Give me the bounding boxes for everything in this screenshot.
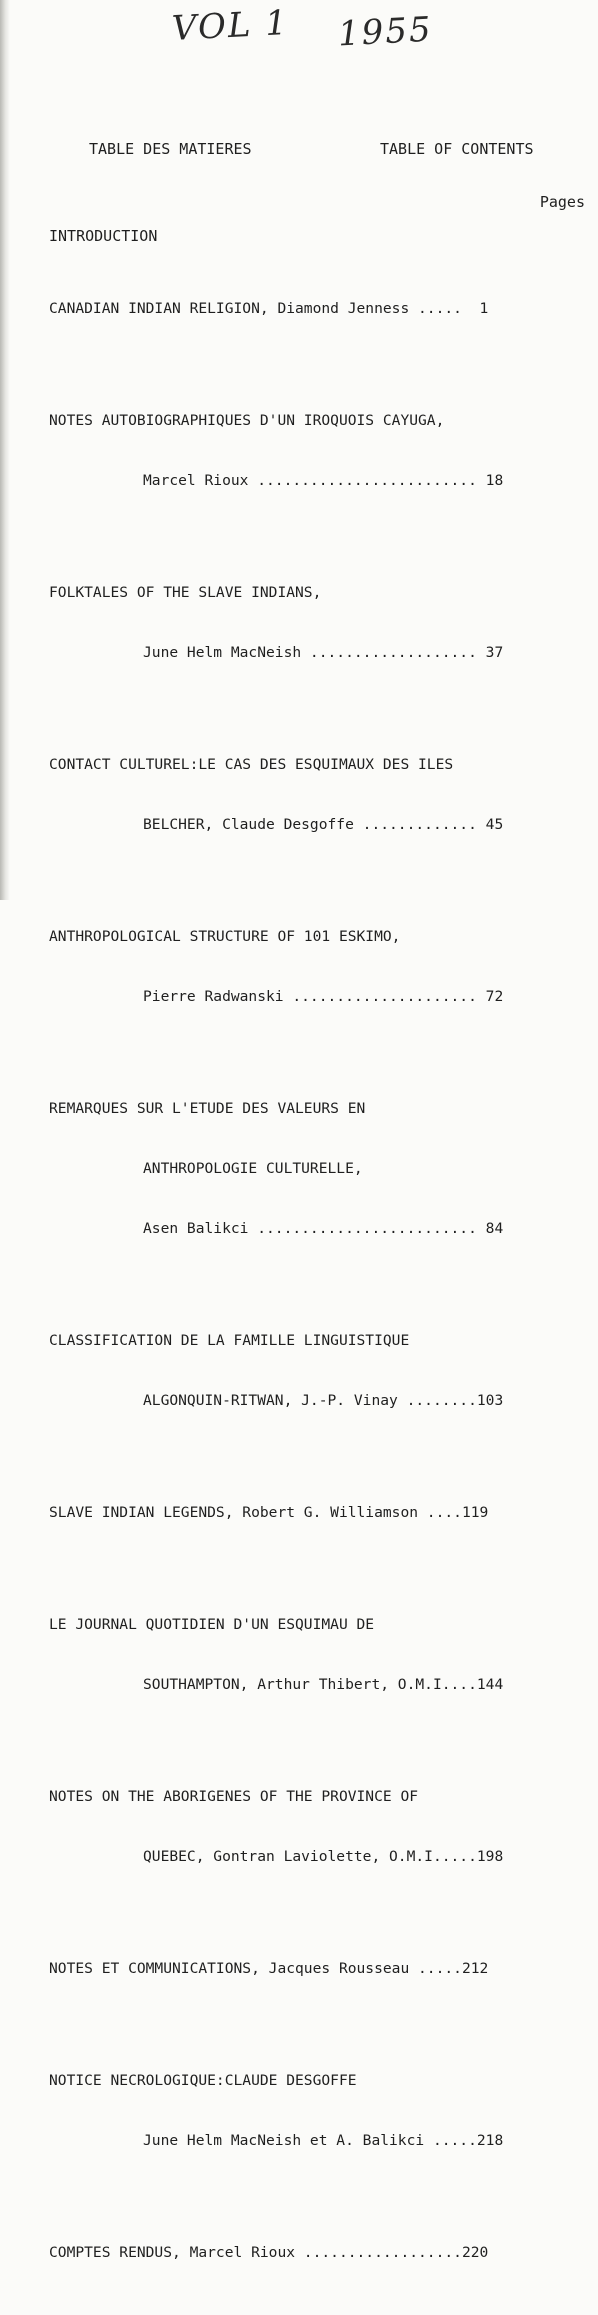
toc-entry <box>49 887 579 1047</box>
toc-entry-line: ANTHROPOLOGICAL STRUCTURE OF 101 ESKIMO, <box>49 928 401 945</box>
toc-entry <box>49 371 579 531</box>
scan-edge-shadow <box>0 0 10 900</box>
toc-entries <box>49 259 579 2315</box>
pages-column-label: Pages <box>539 193 585 211</box>
toc-entry-line: June Helm MacNeish et A. Balikci .....218 <box>143 2132 504 2149</box>
english-title: TABLE OF CONTENTS <box>380 140 534 158</box>
toc-entry <box>49 2031 579 2191</box>
toc-entry <box>49 543 579 703</box>
toc-entry-line: Asen Balikci ......................... 84 <box>143 1220 504 1237</box>
toc-entry <box>49 715 579 875</box>
toc-entry-line: June Helm MacNeish ................... 37 <box>143 644 504 661</box>
toc-entry-line: LE JOURNAL QUOTIDIEN D'UN ESQUIMAU DE <box>49 1616 375 1633</box>
toc-entry-line: NOTES ET COMMUNICATIONS, Jacques Rousseau .....212 <box>49 1960 489 1977</box>
toc-entry-line: Pierre Radwanski ..................... 72 <box>143 988 504 1005</box>
toc-entry-line: NOTICE NECROLOGIQUE:CLAUDE DESGOFFE <box>49 2072 357 2089</box>
toc-entry-line: SLAVE INDIAN LEGENDS, Robert G. Williamson ....119 <box>49 1504 489 1521</box>
toc-entry-line: CONTACT CULTUREL:LE CAS DES ESQUIMAUX DES ILES <box>49 756 454 773</box>
toc-entry <box>49 1575 579 1735</box>
toc-entry <box>49 259 579 359</box>
handwritten-volume: VOL 1 <box>171 2 290 50</box>
toc-entry <box>49 1747 579 1907</box>
toc-entry-line: ALGONQUIN-RITWAN, J.-P. Vinay ........103 <box>143 1392 504 1409</box>
handwritten-year: 1955 <box>337 9 434 55</box>
toc-entry <box>49 1463 579 1563</box>
toc-entry <box>49 1291 579 1451</box>
toc-entry-line: CLASSIFICATION DE LA FAMILLE LINGUISTIQUE <box>49 1332 410 1349</box>
toc-entry-line: REMARQUES SUR L'ETUDE DES VALEURS EN <box>49 1100 366 1117</box>
toc-entry-line: QUEBEC, Gontran Laviolette, O.M.I.....198 <box>143 1848 504 1865</box>
toc-entry-line: ANTHROPOLOGIE CULTURELLE, <box>143 1160 363 1177</box>
toc-entry <box>49 1919 579 2019</box>
toc-entry-line: CANADIAN INDIAN RELIGION, Diamond Jenness ..... 1 <box>49 300 489 317</box>
toc-entry-line: Marcel Rioux ......................... 18 <box>143 472 504 489</box>
introduction-heading: INTRODUCTION <box>49 227 158 245</box>
toc-entry-line: NOTES ON THE ABORIGENES OF THE PROVINCE OF <box>49 1788 419 1805</box>
toc-entry-line: NOTES AUTOBIOGRAPHIQUES D'UN IROQUOIS CAYUGA, <box>49 412 445 429</box>
toc-entry-line: BELCHER, Claude Desgoffe ............. 45 <box>143 816 504 833</box>
toc-entry <box>49 1059 579 1279</box>
toc-entry-line: FOLKTALES OF THE SLAVE INDIANS, <box>49 584 322 601</box>
french-title: TABLE DES MATIERES <box>89 140 252 158</box>
toc-entry-line: SOUTHAMPTON, Arthur Thibert, O.M.I....144 <box>143 1676 504 1693</box>
toc-entry <box>49 2203 579 2303</box>
toc-entry-line: COMPTES RENDUS, Marcel Rioux ..................220 <box>49 2244 489 2261</box>
